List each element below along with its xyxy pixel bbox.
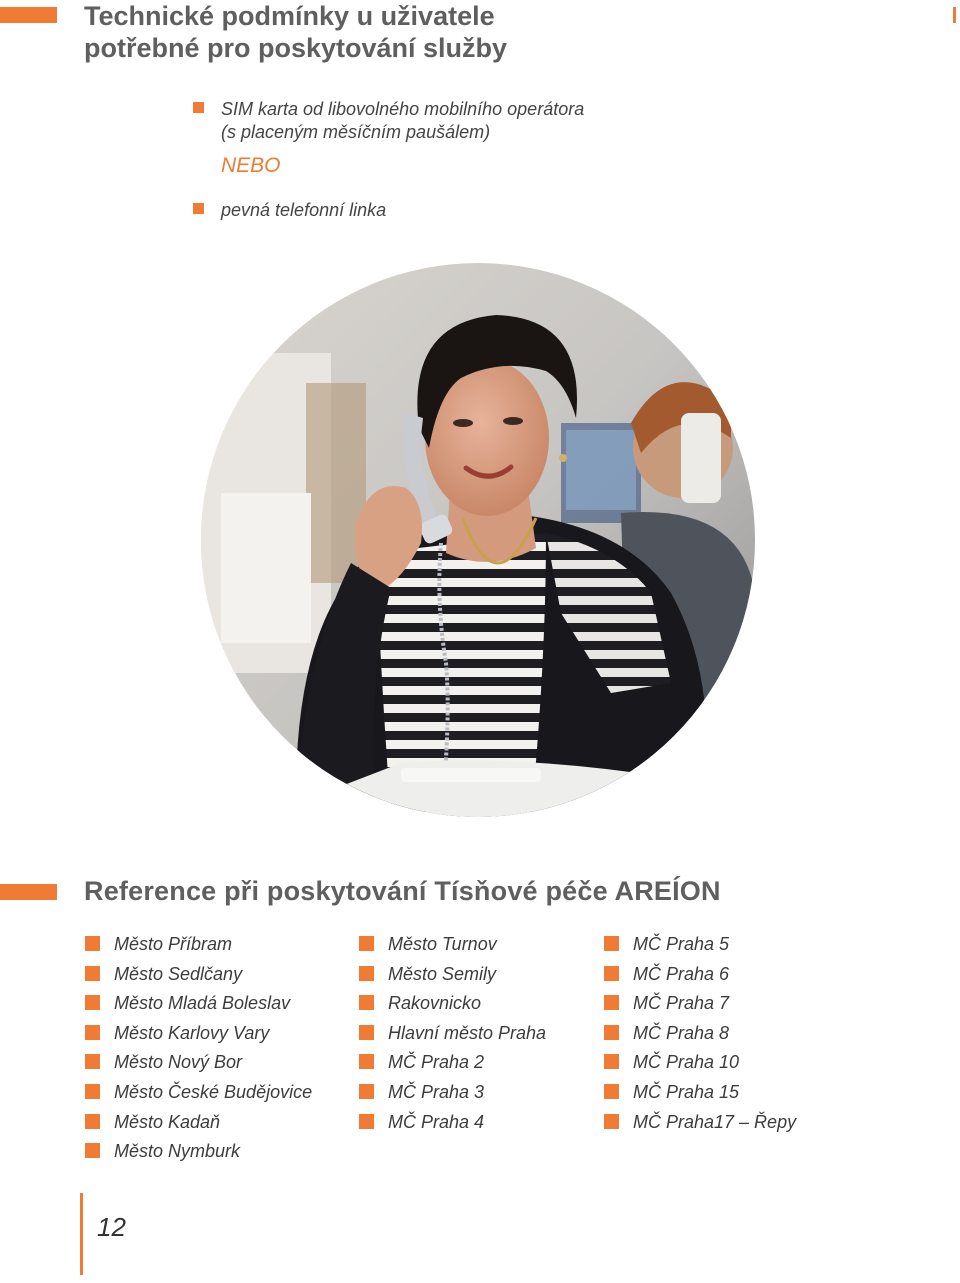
- reference-label: Město Karlovy Vary: [114, 1022, 270, 1043]
- reference-item: [604, 1023, 796, 1053]
- page-number-rule: [80, 1193, 83, 1275]
- bullet-square-icon: [85, 1054, 100, 1069]
- bullet-square-icon: [85, 1143, 100, 1158]
- reference-item: [359, 1112, 546, 1142]
- reference-item: [85, 1082, 312, 1112]
- reference-list-column-1: [85, 934, 312, 1171]
- reference-label: Město Nymburk: [114, 1141, 241, 1162]
- reference-label: Město Příbram: [114, 934, 233, 954]
- reference-item: [604, 1112, 796, 1142]
- reference-item: [85, 964, 312, 994]
- bullet-square-icon: [604, 1114, 619, 1129]
- bullet-square-icon: [85, 995, 100, 1010]
- bullet-square-icon: [85, 966, 100, 981]
- requirement-sim: [193, 98, 584, 144]
- reference-label: MČ Praha 6: [633, 963, 730, 984]
- bullet-square-icon: [359, 966, 374, 981]
- reference-item: [359, 1052, 546, 1082]
- bullet-square-icon: [359, 1054, 374, 1069]
- title-accent-bar: [0, 7, 57, 23]
- page-title: [84, 0, 507, 64]
- bullet-square-icon: [85, 1084, 100, 1099]
- reference-label: MČ Praha 5: [633, 934, 730, 954]
- reference-label: Město Kadaň: [114, 1111, 221, 1132]
- requirement-sim-line-2: (s placeným měsíčním paušálem): [221, 122, 491, 142]
- reference-label: Město Mladá Boleslav: [114, 993, 291, 1014]
- reference-item: [604, 993, 796, 1023]
- bullet-square-icon: [85, 1025, 100, 1040]
- reference-item: [359, 1082, 546, 1112]
- bullet-square-icon: [193, 203, 204, 214]
- reference-item: [359, 993, 546, 1023]
- bullet-square-icon: [193, 102, 204, 113]
- reference-label: MČ Praha 4: [388, 1111, 485, 1132]
- requirement-sim-line-1: SIM karta od libovolného mobilního operátora: [221, 99, 585, 119]
- reference-label: MČ Praha 2: [388, 1052, 485, 1073]
- bullet-square-icon: [85, 1114, 100, 1129]
- bullet-square-icon: [359, 1025, 374, 1040]
- reference-label: Město Turnov: [388, 934, 497, 954]
- reference-item: [85, 934, 312, 964]
- reference-item: [85, 1052, 312, 1082]
- reference-label: MČ Praha 8: [633, 1022, 730, 1043]
- page-number: 12: [97, 1212, 126, 1242]
- reference-item: [359, 964, 546, 994]
- bullet-square-icon: [604, 995, 619, 1010]
- bullet-square-icon: [359, 1084, 374, 1099]
- reference-label: Město Semily: [388, 963, 497, 984]
- reference-item: [85, 1112, 312, 1142]
- reference-item: [604, 1082, 796, 1112]
- page-title-line-2: potřebné pro poskytování služby: [84, 33, 508, 63]
- bullet-square-icon: [359, 936, 374, 951]
- reference-label: Rakovnicko: [388, 993, 482, 1014]
- reference-list-column-3: [604, 934, 796, 1141]
- requirement-landline: [193, 199, 386, 222]
- reference-item: [85, 1141, 312, 1171]
- reference-label: MČ Praha 15: [633, 1081, 740, 1102]
- reference-label: Město Sedlčany: [114, 963, 243, 984]
- reference-item: [359, 934, 546, 964]
- reference-label: MČ Praha 10: [633, 1052, 740, 1073]
- reference-label: Město Nový Bor: [114, 1052, 243, 1073]
- reference-title: Reference při poskytování Tísňové péče AREÍON: [84, 876, 721, 906]
- page-title-line-1: Technické podmínky u uživatele: [84, 1, 495, 31]
- reference-item: [85, 993, 312, 1023]
- reference-item: [85, 1023, 312, 1053]
- reference-item: [359, 1023, 546, 1053]
- woman-on-phone-photo: [201, 263, 755, 817]
- reference-label: MČ Praha17 – Řepy: [633, 1111, 797, 1132]
- bullet-square-icon: [604, 966, 619, 981]
- reference-list-column-2: [359, 934, 546, 1141]
- bullet-square-icon: [604, 936, 619, 951]
- bullet-square-icon: [359, 995, 374, 1010]
- reference-accent-bar: [0, 884, 57, 900]
- reference-label: MČ Praha 3: [388, 1081, 485, 1102]
- reference-item: [604, 934, 796, 964]
- reference-label: Hlavní město Praha: [388, 1022, 547, 1043]
- bullet-square-icon: [85, 936, 100, 951]
- reference-label: Město České Budějovice: [114, 1081, 313, 1102]
- bullet-square-icon: [604, 1054, 619, 1069]
- bullet-square-icon: [604, 1025, 619, 1040]
- bullet-square-icon: [604, 1084, 619, 1099]
- reference-item: [604, 964, 796, 994]
- bullet-square-icon: [359, 1114, 374, 1129]
- reference-item: [604, 1052, 796, 1082]
- requirement-or-label: NEBO: [221, 154, 281, 177]
- corner-accent-mark: [953, 7, 956, 23]
- requirement-landline-label: pevná telefonní linka: [221, 200, 387, 220]
- reference-label: MČ Praha 7: [633, 993, 730, 1014]
